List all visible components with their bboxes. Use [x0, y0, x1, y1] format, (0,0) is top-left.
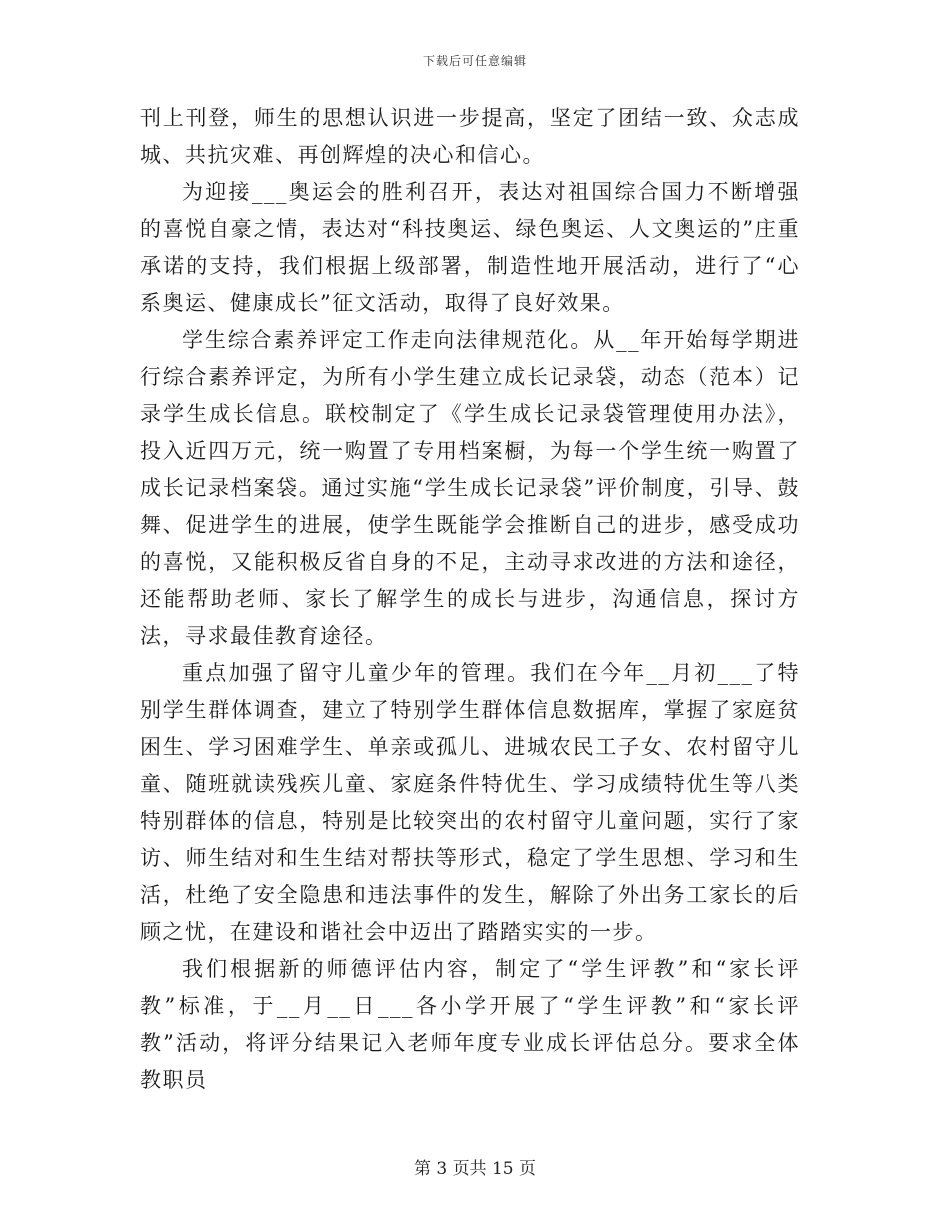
paragraph-3: 学生综合素养评定工作走向法律规范化。从__年开始每学期进行综合素养评定，为所有小学生建立成长记录袋，动态（范本）记录学生成长信息。联校制定了《学生成长记录袋管理使用办法》，投入近四万元，统一购置了专用档案橱，为每一个学生统一购置了成长记录档案袋。通过实施“学生成长记录袋”评价制度，引导、鼓舞、促进学生的进展，使学生既能学会推断自己的进步，感受成功的喜悦，又能积极反省自身的不足，主动寻求改进的方法和途径，还能帮助老师、家长了解学生的成长与进步，沟通信息，探讨方法，寻求最佳教育途径。 [140, 328, 800, 648]
page-header: 下载后可任意编辑 [422, 54, 527, 68]
page-number-footer: 第 3 页共 15 页 [413, 1159, 537, 1179]
paragraph-1: 刊上刊登，师生的思想认识进一步提高，坚定了团结一致、众志成城、共抗灾难、再创辉煌的决心和信心。 [140, 106, 800, 167]
document-body [140, 100, 800, 1099]
paragraph-5: 我们根据新的师德评估内容，制定了“学生评教”和“家长评教”标准，于__月__日___各小学开展了“学生评教”和“家长评教”活动，将评分结果记入老师年度专业成长评估总分。要求全体教职员 [140, 957, 800, 1092]
paragraph-2: 为迎接___奥运会的胜利召开，表达对祖国综合国力不断增强的喜悦自豪之情，表达对“科技奥运、绿色奥运、人文奥运的”庄重承诺的支持，我们根据上级部署，制造性地开展活动，进行了“心系奥运、健康成长”征文活动，取得了良好效果。 [140, 180, 800, 315]
paragraph-4: 重点加强了留守儿童少年的管理。我们在今年__月初___了特别学生群体调查，建立了特别学生群体信息数据库，掌握了家庭贫困生、学习困难学生、单亲或孤儿、进城农民工子女、农村留守儿童、随班就读残疾儿童、家庭条件特优生、学习成绩特优生等八类特别群体的信息，特别是比较突出的农村留守儿童问题，实行了家访、师生结对和生生结对帮扶等形式，稳定了学生思想、学习和生活，杜绝了安全隐患和违法事件的发生，解除了外出务工家长的后顾之忧，在建设和谐社会中迈出了踏踏实实的一步。 [140, 661, 800, 944]
